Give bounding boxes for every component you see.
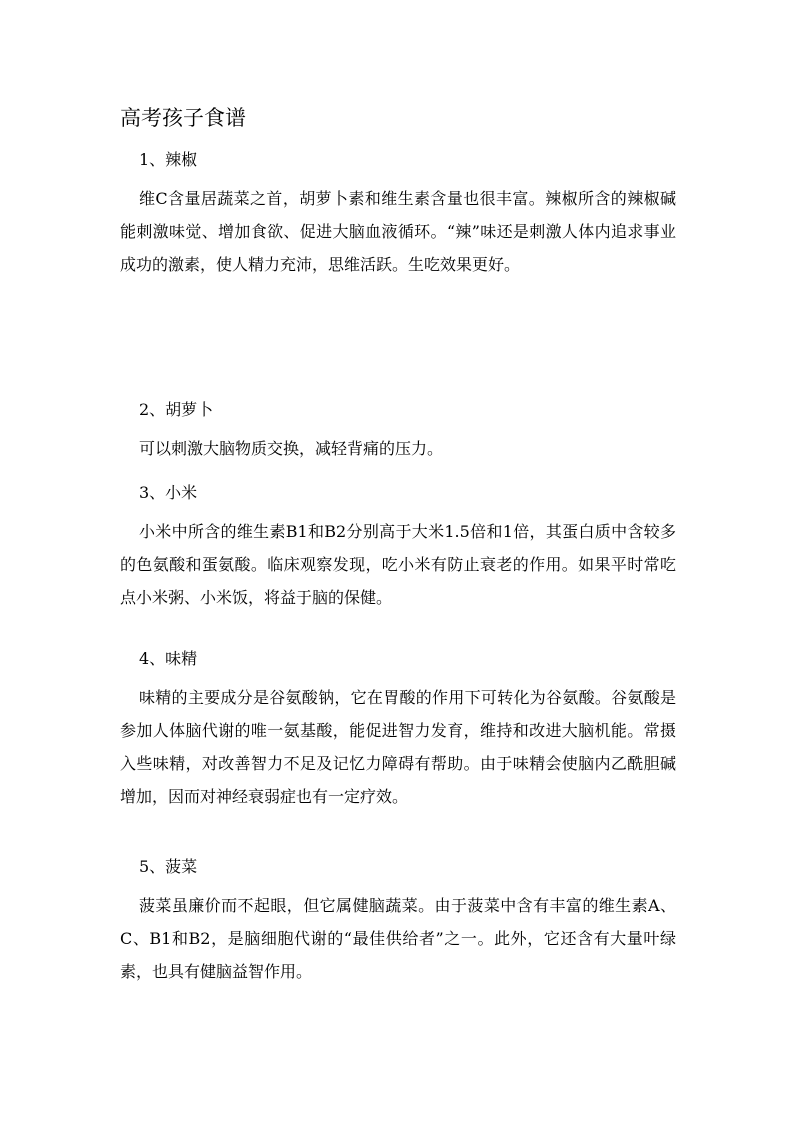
- section-body-msg: 味精的主要成分是谷氨酸钠，它在胃酸的作用下可转化为谷氨酸。谷氨酸是参加人体脑代谢的唯一氨基酸，能促进智力发育，维持和改进大脑机能。常摄入些味精，对改善智力不足及记忆力障碍有帮助。由于味精会使脑内乙酰胆碱增加，因而对神经衰弱症也有一定疗效。: [120, 688, 676, 806]
- section-heading-spinach: 5、菠菜: [139, 857, 198, 876]
- section-body-millet: 小米中所含的维生素B1和B2分别高于大米1.5倍和1倍，其蛋白质中含较多的色氨酸和蛋氨酸。临床观察发现，吃小米有防止衰老的作用。如果平时常吃点小米粥、小米饭，将益于脑的保健。: [120, 522, 676, 607]
- section-heading-carrot: 2、胡萝卜: [139, 400, 214, 419]
- document-title: 高考孩子食谱: [120, 106, 246, 130]
- section-body-carrot: 可以刺激大脑物质交换，减轻背痛的压力。: [139, 439, 444, 458]
- section-heading-msg: 4、味精: [139, 649, 198, 668]
- section-heading-chili: 1、辣椒: [139, 150, 198, 169]
- section-body-chili: 维C含量居蔬菜之首，胡萝卜素和维生素含量也很丰富。辣椒所含的辣椒碱能刺激味觉、增加食欲、促进大脑血液循环。“辣”味还是刺激人体内追求事业成功的激素，使人精力充沛，思维活跃。生吃效果更好。: [120, 189, 676, 274]
- section-body-spinach: 菠菜虽廉价而不起眼，但它属健脑蔬菜。由于菠菜中含有丰富的维生素A、C、B1和B2，是脑细胞代谢的“最佳供给者”之一。此外，它还含有大量叶绿素，也具有健脑益智作用。: [120, 896, 676, 981]
- section-heading-millet: 3、小米: [139, 483, 198, 502]
